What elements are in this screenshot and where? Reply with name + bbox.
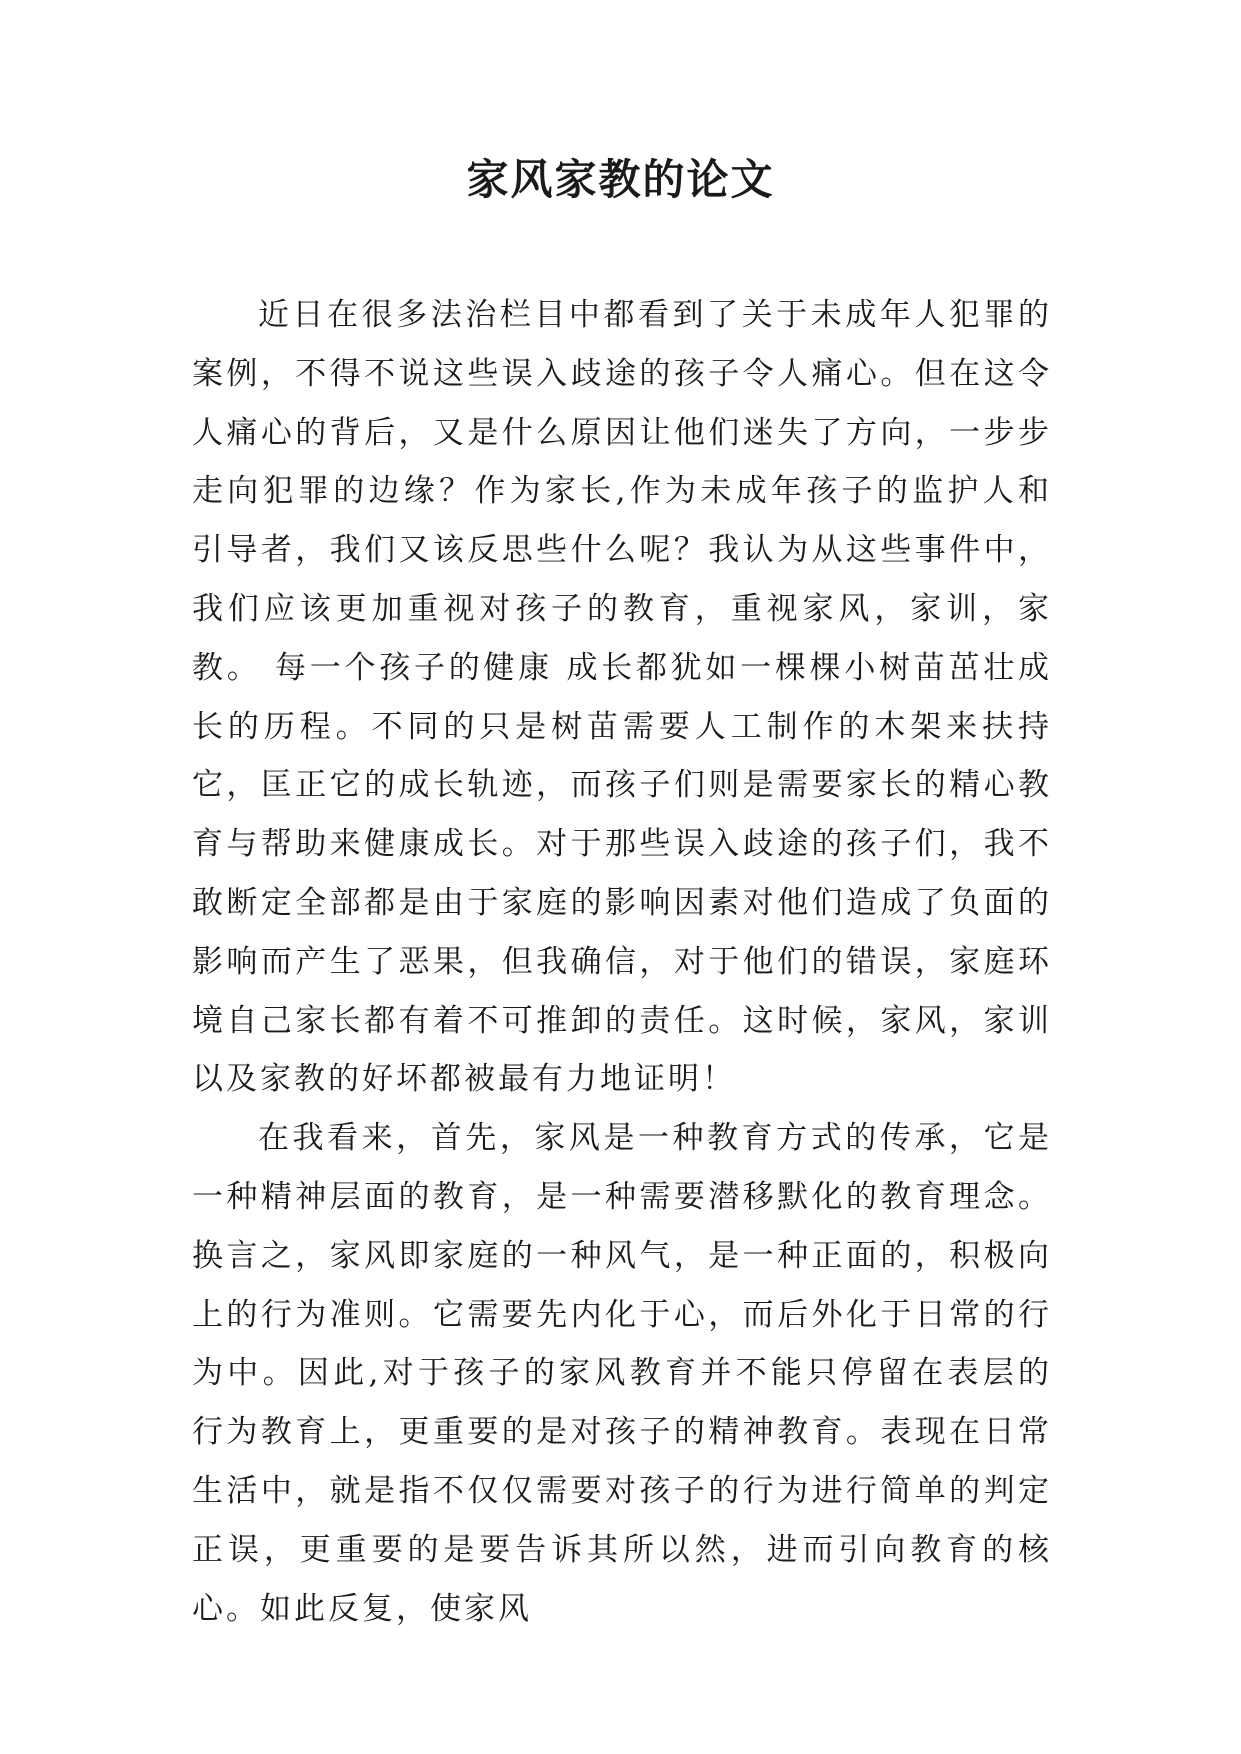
paragraph-1: 近日在很多法治栏目中都看到了关于未成年人犯罪的案例，不得不说这些误入歧途的孩子令人痛心。但在这令人痛心的背后，又是什么原因让他们迷失了方向，一步步走向犯罪的边缘？作为家长,作为未成年孩子的监护人和引导者，我们又该反思些什么呢？我认为从这些事件中，我们应该更加重视对孩子的教育，重视家风，家训，家教。 每一个孩子的健康 成长都犹如一棵棵小树苗茁壮成长的历程。不同的只是树苗需要人工制作的木架来扶持它，匡正它的成长轨迹，而孩子们则是需要家长的精心教育与帮助来健康成长。对于那些误入歧途的孩子们，我不敢断定全部都是由于家庭的影响因素对他们造成了负面的影响而产生了恶果，但我确信，对于他们的错误，家庭环境自己家长都有着不可推卸的责任。这时候，家风，家训以及家教的好坏都被最有力地证明！ (192, 297, 1052, 1098)
document-title: 家风家教的论文 (466, 155, 775, 204)
document-body (192, 286, 1052, 1638)
paragraph-2: 在我看来，首先，家风是一种教育方式的传承，它是一种精神层面的教育，是一种需要潜移默化的教育理念。换言之，家风即家庭的一种风气，是一种正面的，积极向上的行为准则。它需要先内化于心，而后外化于日常的行为中。因此,对于孩子的家风教育并不能只停留在表层的行为教育上，更重要的是对孩子的精神教育。表现在日常生活中，就是指不仅仅需要对孩子的行为进行简单的判定正误，更重要的是要告诉其所以然，进而引向教育的核心。如此反复，使家风 (192, 1120, 1052, 1627)
